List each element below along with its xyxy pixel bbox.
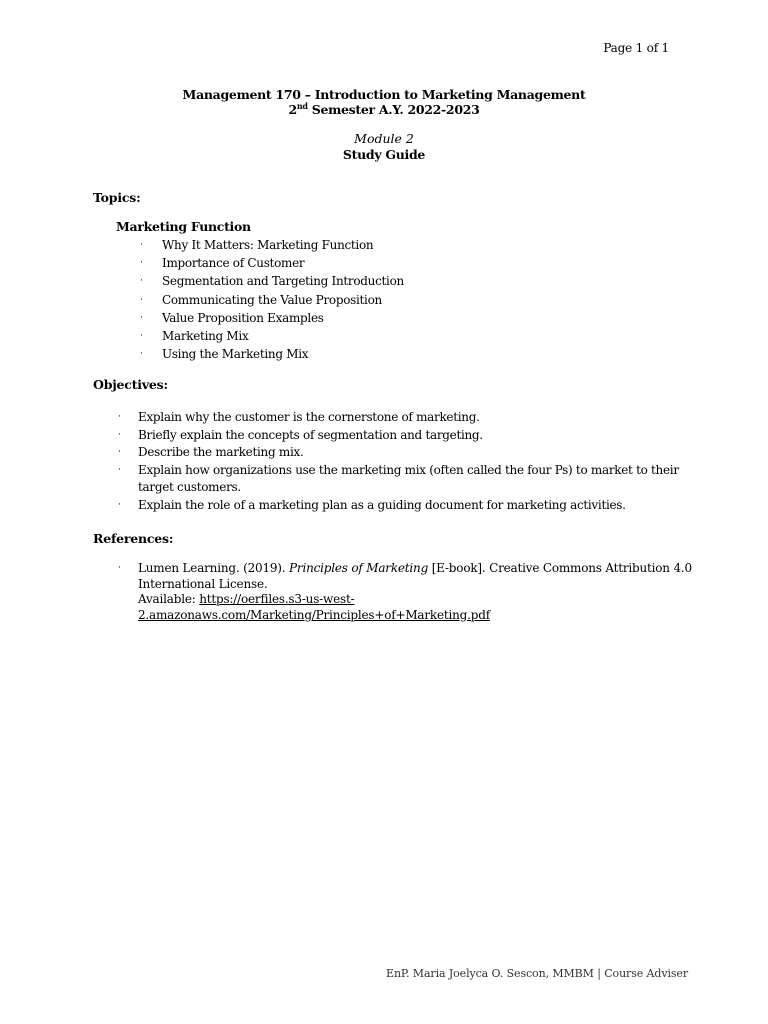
reference-entry — [118, 561, 692, 623]
bullet-icon: · — [118, 464, 121, 475]
topics-subheading: Marketing Function — [116, 219, 251, 234]
list-item: · Describe the marketing mix. — [138, 444, 683, 462]
reference-citation — [138, 561, 692, 577]
reference-author-year: Lumen Learning. (2019). — [138, 561, 286, 575]
bullet-icon: · — [140, 258, 143, 269]
list-item: · Segmentation and Targeting Introduction — [140, 274, 404, 289]
semester-text: Semester A.Y. 2022-2023 — [307, 102, 480, 117]
references-heading: References: — [93, 531, 174, 546]
list-item: · Why It Matters: Marketing Function — [140, 238, 374, 252]
reference-book-title: Principles of Marketing — [289, 561, 429, 575]
objectives-list — [118, 409, 683, 514]
footer-adviser: EnP. Maria Joelyca O. Sescon, MMBM | Course Adviser — [386, 967, 688, 980]
document-type: Study Guide — [342, 147, 426, 162]
topics-list — [140, 237, 404, 364]
bullet-icon: · — [118, 499, 121, 510]
bullet-icon: · — [118, 412, 121, 422]
semester-line — [0, 102, 768, 117]
bullet-icon: · — [118, 563, 121, 573]
bullet-icon: · — [118, 429, 121, 440]
reference-format-license: [E-book]. Creative Commons Attribution 4.0 — [431, 561, 692, 575]
semester-ordinal-suffix: nd — [296, 101, 308, 111]
page-number: Page 1 of 1 — [603, 41, 669, 55]
module-label: Module 2 — [354, 131, 414, 146]
list-item: · Briefly explain the concepts of segmentation and targeting. — [138, 427, 683, 445]
list-item: · Marketing Mix — [140, 328, 249, 343]
reference-available-label: Available: — [138, 592, 196, 606]
list-item: · Explain why the customer is the cornerstone of marketing. — [138, 409, 683, 427]
bullet-icon: · — [140, 330, 143, 341]
course-title: Management 170 – Introduction to Marketing Management — [182, 87, 586, 102]
list-item: · Explain how organizations use the marketing mix (often called the four Ps) to market to their target customers. — [118, 462, 679, 494]
bullet-icon: · — [140, 294, 143, 305]
list-item: · Importance of Customer — [140, 256, 305, 271]
bullet-icon: · — [140, 240, 143, 250]
bullet-icon: · — [140, 349, 143, 360]
topics-heading: Topics: — [93, 190, 141, 205]
list-item: · Using the Marketing Mix — [140, 347, 309, 362]
bullet-icon: · — [140, 276, 143, 287]
list-item: · Explain the role of a marketing plan as a guiding document for marketing activities. — [138, 497, 683, 515]
bullet-icon: · — [140, 312, 143, 323]
reference-url-link[interactable]: https://oerfiles.s3-us-west-2.amazonaws.com/Marketing/Principles+of+Marketing.pdf — [138, 592, 490, 622]
list-item: · Communicating the Value Proposition — [140, 292, 382, 307]
semester-ordinal: 2 — [288, 102, 297, 117]
list-item: · Value Proposition Examples — [140, 310, 324, 325]
reference-license-cont: International License. — [138, 576, 268, 591]
objectives-heading: Objectives: — [93, 377, 168, 392]
bullet-icon: · — [118, 447, 121, 457]
